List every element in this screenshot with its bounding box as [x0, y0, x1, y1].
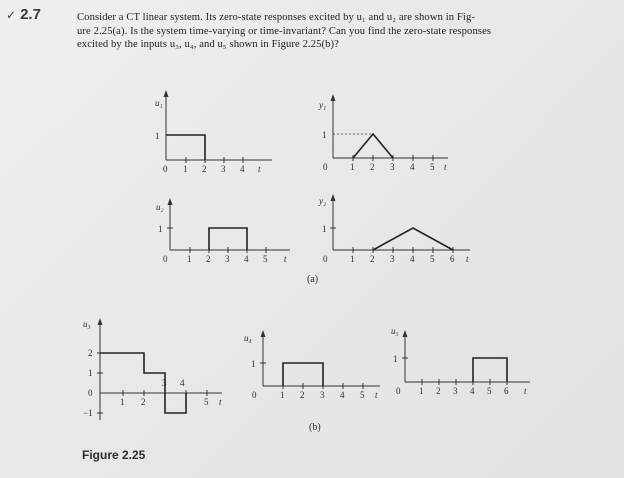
u1-xtick: 0 [163, 164, 168, 174]
y2-xtick: 2 [370, 254, 375, 264]
problem-line-1: Consider a CT linear system. Its zero-state responses excited by u₁ and u₂ are shown in Fig- [77, 12, 475, 23]
u3-ytick: 2 [88, 348, 93, 358]
u1-xtick: 1 [183, 164, 188, 174]
y1-xtick: 5 [430, 162, 435, 172]
u2-xtick: 4 [244, 254, 249, 264]
plot-u4 [244, 330, 380, 400]
y2-axis-label: y₂ [319, 196, 327, 206]
u4-xtick: 2 [300, 390, 305, 400]
u4-xtick: 1 [280, 390, 285, 400]
y2-xtick: 6 [450, 254, 455, 264]
y2-t-label: t [466, 254, 469, 264]
y2-ytick: 1 [322, 224, 327, 234]
figure-caption: Figure 2.25 [82, 448, 146, 462]
u4-axis-label: u₄ [244, 333, 252, 343]
plot-y1 [318, 94, 448, 172]
u2-axis-label: u₂ [156, 202, 164, 212]
plot-y2 [318, 194, 470, 264]
u4-xtick: 5 [360, 390, 365, 400]
u5-xtick: 4 [470, 386, 475, 396]
sublabel-b: (b) [309, 422, 321, 433]
u4-xtick: 0 [252, 390, 257, 400]
u3-xtick: 1 [120, 397, 125, 407]
u5-xtick: 3 [453, 386, 458, 396]
y1-t-label: t [444, 162, 447, 172]
y1-axis-label: y₁ [319, 100, 327, 110]
y1-ytick: 1 [322, 130, 327, 140]
u2-xtick: 0 [163, 254, 168, 264]
u3-xtick: 2 [141, 397, 146, 407]
checkmark-icon: ✓ [6, 8, 17, 22]
u5-xtick: 2 [436, 386, 441, 396]
plot-u1 [155, 90, 272, 174]
u5-ytick: 1 [393, 354, 398, 364]
problem-line-2: ure 2.25(a). Is the system time-varying or time-invariant? Can you find the zero-state responses [77, 25, 492, 37]
sublabel-a: (a) [307, 274, 319, 285]
u5-axis-label: u₅ [391, 326, 399, 336]
y1-xtick: 2 [370, 162, 375, 172]
plot-u2 [156, 198, 290, 264]
y2-xtick: 4 [410, 254, 415, 264]
u2-xtick: 2 [206, 254, 211, 264]
u5-xtick: 6 [504, 386, 509, 396]
u2-ytick: 1 [158, 224, 163, 234]
u2-xtick: 5 [263, 254, 268, 264]
u1-axis-label: u₁ [155, 98, 163, 108]
y1-xtick: 3 [390, 162, 395, 172]
u4-ytick: 1 [251, 359, 256, 369]
u3-xtick: 3 [162, 378, 167, 388]
plot-u5 [391, 326, 530, 396]
y1-xtick: 1 [350, 162, 355, 172]
problem-line-3: excited by the inputs u₃, u₄, and u₅ shown in Figure 2.25(b)? [77, 39, 339, 51]
y2-xtick: 5 [430, 254, 435, 264]
u4-t-label: t [375, 390, 378, 400]
u5-xtick: 1 [419, 386, 424, 396]
u2-xtick: 1 [187, 254, 192, 264]
y1-xtick: 4 [410, 162, 415, 172]
u1-xtick: 2 [202, 164, 207, 174]
u1-t-label: t [258, 164, 261, 174]
u5-xtick: 5 [487, 386, 492, 396]
u3-axis-label: u₃ [83, 319, 91, 329]
u5-xtick: 0 [396, 386, 401, 396]
u2-t-label: t [284, 254, 287, 264]
u3-xtick: 4 [180, 378, 185, 388]
u3-t-label: t [219, 397, 222, 407]
y2-xtick: 3 [390, 254, 395, 264]
u3-ytick: 0 [88, 388, 93, 398]
u3-ytick: 1 [88, 368, 93, 378]
y1-xtick: 0 [323, 162, 328, 172]
u4-xtick: 4 [340, 390, 345, 400]
u2-xtick: 3 [225, 254, 230, 264]
u3-xtick: 5 [204, 397, 209, 407]
u3-ytick: −1 [83, 408, 93, 418]
problem-number-text: 2.7 [20, 6, 41, 23]
u4-xtick: 3 [320, 390, 325, 400]
y2-xtick: 1 [350, 254, 355, 264]
u1-xtick: 4 [240, 164, 245, 174]
y2-xtick: 0 [323, 254, 328, 264]
plot-u3 [83, 318, 222, 420]
u1-ytick: 1 [155, 131, 160, 141]
u5-t-label: t [524, 386, 527, 396]
u1-xtick: 3 [221, 164, 226, 174]
